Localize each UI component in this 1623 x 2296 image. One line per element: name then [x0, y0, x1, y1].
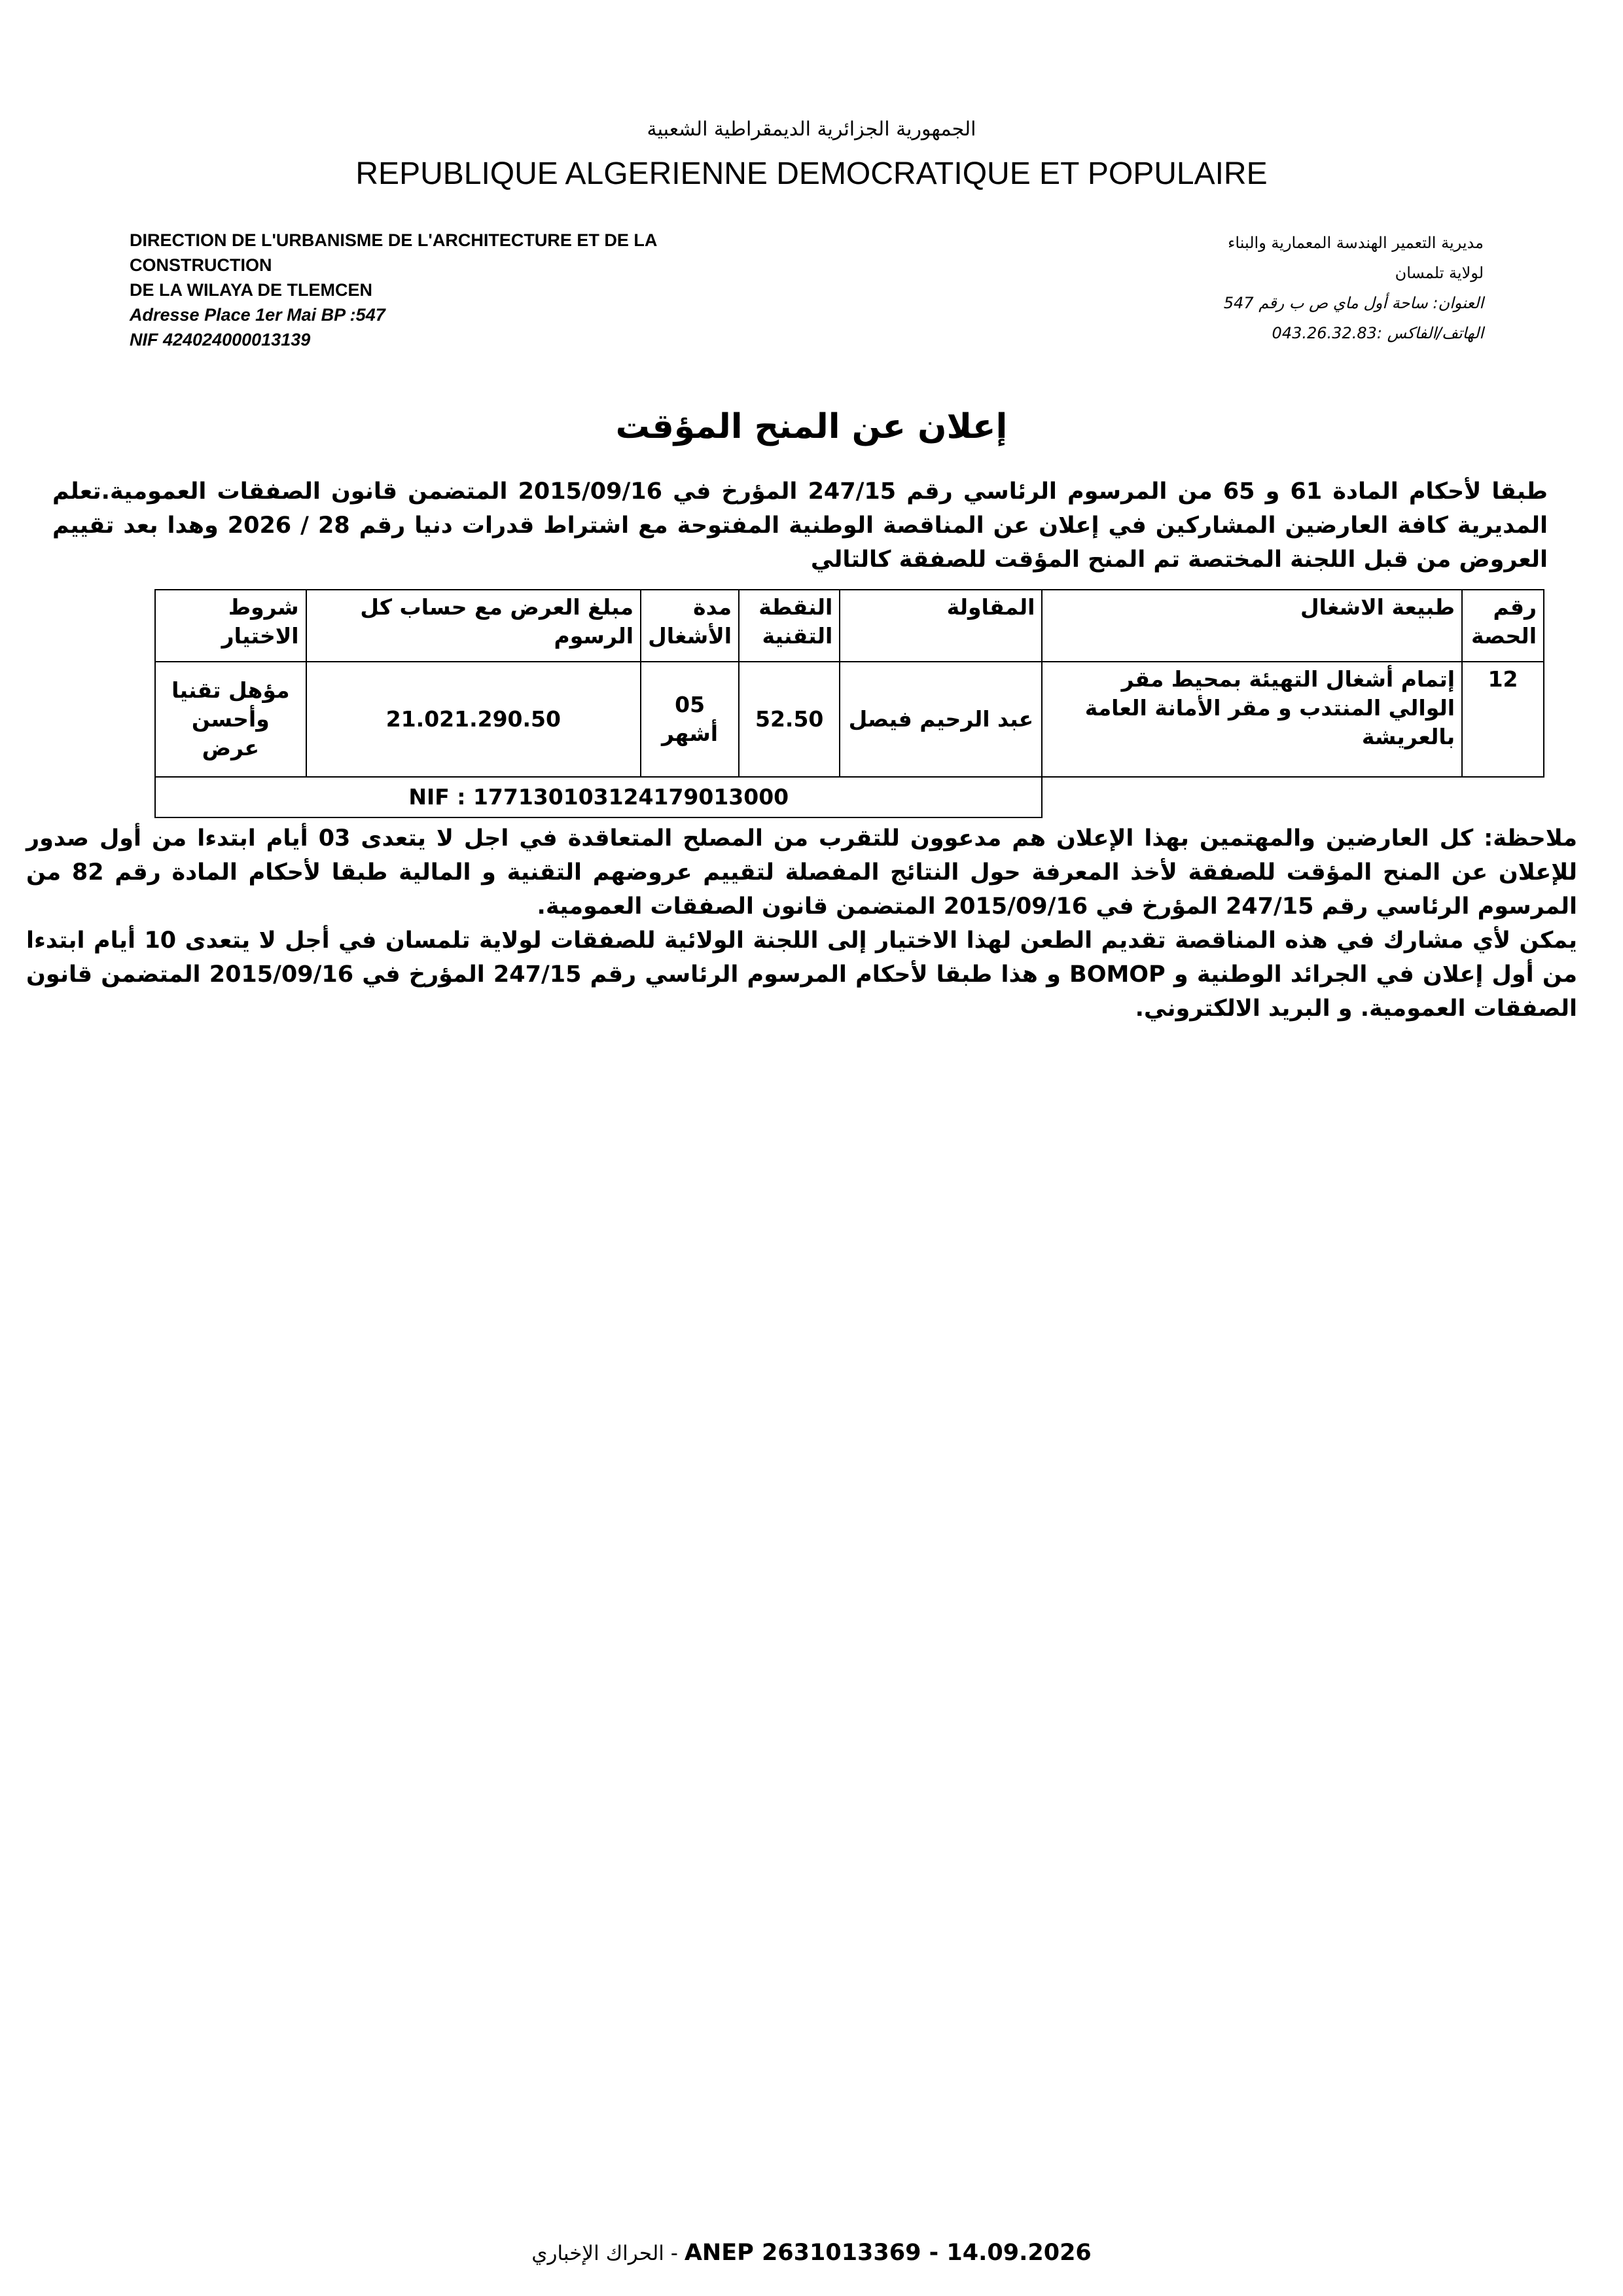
directorate-block-ar	[1026, 228, 1484, 348]
directorate-line-3: DE LA WILAYA DE TLEMCEN	[130, 280, 373, 300]
footer	[0, 2240, 1623, 2266]
contractor-nif: NIF : 177130103124179013000	[155, 777, 1042, 817]
note-block	[26, 821, 1577, 1026]
document-title: إعلان عن المنح المؤقت	[615, 407, 1008, 446]
directorate-block-fr	[130, 228, 719, 352]
directorate-address: Adresse Place 1er Mai BP :547	[130, 305, 385, 325]
header-contractor: المقاولة	[840, 590, 1042, 662]
header-criteria: شروط الاختيار	[155, 590, 306, 662]
note-paragraph-2: يمكن لأي مشارك في هذه المناقصة تقديم الطعن لهذا الاختيار إلى اللجنة الولائية للصفقات لولاية تلمسان في أجل لا يتعدى 10 أيام ابتدءا من أول إعلان في الجرائد الوطنية و BOMOP و هذا طبقا لأحكام المرسوم الرئاسي رقم 247/15 المؤرخ في 2015/09/16 المتضمن قانون الصفقات العمومية. و البريد الالكتروني.	[26, 927, 1578, 1022]
directorate-ar-line-1: مديرية التعمير الهندسة المعمارية والبناء	[1228, 234, 1484, 252]
nif-row	[155, 777, 1544, 817]
header-lot: رقم الحصة	[1462, 590, 1544, 662]
directorate-nif: NIF 424024000013139	[130, 330, 311, 350]
header-amount: مبلغ العرض مع حساب كل الرسوم	[306, 590, 641, 662]
header-nature: طبيعة الاشغال	[1042, 590, 1462, 662]
directorate-line-2: CONSTRUCTION	[130, 255, 272, 275]
footer-reference: ANEP 2631013369 - 14.09.2026	[684, 2240, 1092, 2266]
cell-duration: 05 أشهر	[641, 662, 739, 777]
cell-amount: 21.021.290.50	[306, 662, 641, 777]
intro-paragraph: طبقا لأحكام المادة 61 و 65 من المرسوم الرئاسي رقم 247/15 المؤرخ في 2015/09/16 المتضمن قانون الصفقات العمومية.تعلم المديرية كافة العارضين المشاركين في إعلان عن المناقصة الوطنية المفتوحة مع اشتراط قدرات دنيا رقم 28 / 2026 وهدا بعد تقييم العروض من قبل اللجنة المختصة تم المنح المؤقت للصفقة كالتالي	[52, 478, 1548, 573]
award-table	[154, 589, 1544, 818]
cell-contractor: عبد الرحيم فيصل	[840, 662, 1042, 777]
directorate-line-1: DIRECTION DE L'URBANISME DE L'ARCHITECTURE ET DE LA	[130, 230, 658, 250]
cell-nature: إتمام أشغال التهيئة بمحيط مقر الوالي المنتدب و مقر الأمانة العامة بالعريشة	[1042, 662, 1462, 777]
republic-title-ar: الجمهورية الجزائرية الديمقراطية الشعبية	[647, 118, 976, 141]
directorate-ar-line-2: لولاية تلمسان	[1395, 264, 1484, 282]
directorate-ar-address: العنوان: ساحة أول ماي ص ب رقم 547	[1223, 294, 1484, 312]
nif-spacer	[1042, 777, 1544, 817]
republic-title-fr: REPUBLIQUE ALGERIENNE DEMOCRATIQUE ET POPULAIRE	[355, 156, 1268, 191]
header-tech-score: النقطة التقنية	[739, 590, 840, 662]
table-row	[155, 662, 1544, 777]
cell-criteria: مؤهل تقنيا وأحسن عرض	[155, 662, 306, 777]
table-header-row	[155, 590, 1544, 662]
cell-lot: 12	[1462, 662, 1544, 777]
note-paragraph-1: ملاحظة: كل العارضين والمهتمين بهذا الإعلان هم مدعوون للتقرب من المصلح المتعاقدة في اجل لا يتعدى 03 أيام ابتدءا من أول صدور للإعلان عن المنح المؤقت للصفقة لأخذ المعرفة حول النتائج المفصلة لتقييم عروضهم التقنية و المالية طبقا لأحكام المادة رقم 82 من المرسوم الرئاسي رقم 247/15 المؤرخ في 2015/09/16 المتضمن قانون الصفقات العمومية.	[26, 825, 1578, 920]
header-duration: مدة الأشغال	[641, 590, 739, 662]
footer-source: الحراك الإخباري -	[531, 2242, 678, 2265]
cell-tech-score: 52.50	[739, 662, 840, 777]
directorate-ar-phone: الهاتف/الفاكس :043.26.32.83	[1272, 324, 1484, 342]
